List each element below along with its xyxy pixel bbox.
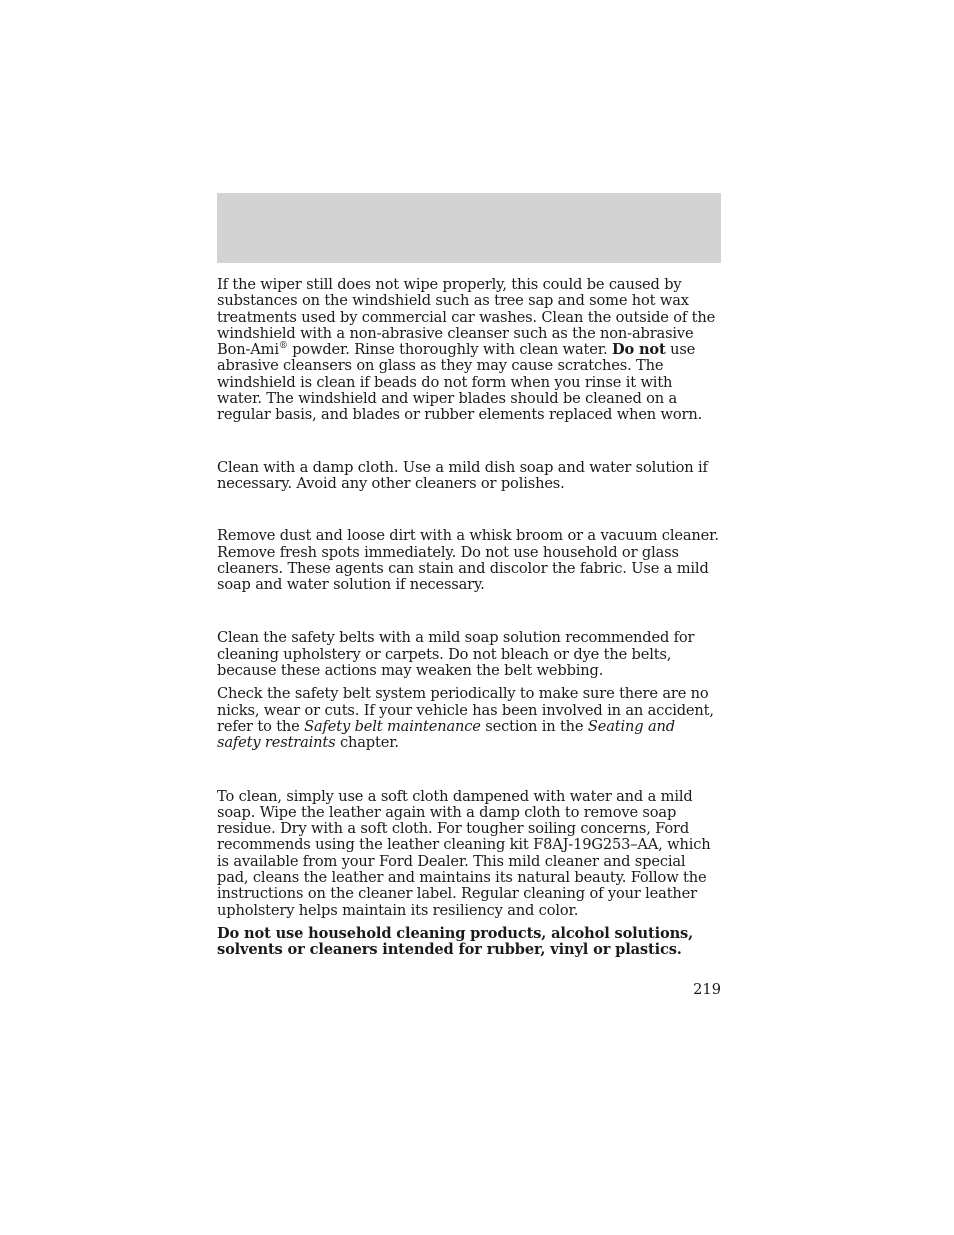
text-run: Check the safety belt system periodically to make sure there are no nicks, wear or cuts. If your vehicle has been involved in an accident, refer to the xyxy=(217,685,714,735)
emphasis-do-not: Do not xyxy=(611,341,666,359)
surfaces-paragraph: Clean with a damp cloth. Use a mild dish soap and water solution if necessary. Avoid any other cleaners or polishes. xyxy=(217,458,708,492)
page-number: 219 xyxy=(693,981,721,998)
registered-mark: ® xyxy=(278,341,288,352)
text-run: section in the xyxy=(480,717,588,735)
reference-safety-belt-maintenance: Safety belt maintenance xyxy=(304,717,481,735)
leather-paragraph: To clean, simply use a soft cloth dampened with water and a mild soap. Wipe the leather again with a damp cloth to remove soap residue. Dry with a soft cloth. For tougher soiling concerns, Ford recommends using the leather cleaning kit F8AJ-19G253–AA, which is available from your Ford Dealer. This mild cleaner and special pad, cleans the leather and maintains its natural beauty. Follow the instructions on the cleaner label. Regular cleaning of your leather upholstery helps maintain its resiliency and color. xyxy=(217,787,711,919)
text-run: If the wiper still does not wipe properly, this could be caused by substances on the windshield such as tree sap and some hot wax treatments used by commercial car washes. Clean the outside of the windshield with a non-abrasive cleanser such as the non-abrasive Bon-Ami xyxy=(217,276,716,359)
header-band xyxy=(217,193,721,263)
text-run: powder. Rinse thoroughly with clean water. xyxy=(287,341,612,359)
text-run: use abrasive cleansers on glass as they may cause scratches. The windshield is clean if beads do not form when you rinse it with water. The windshield and wiper blades should be cleaned on a regular basis, and blades or rubber elements replaced when worn. xyxy=(217,341,703,424)
windshield-paragraph xyxy=(217,277,721,424)
belts-paragraph: Clean the safety belts with a mild soap solution recommended for cleaning upholstery or carpets. Do not bleach or dye the belts, because these actions may weaken the belt webbing. xyxy=(217,629,695,680)
fabric-paragraph: Remove dust and loose dirt with a whisk broom or a vacuum cleaner. Remove fresh spots immediately. Do not use household or glass cleaners. These agents can stain and discolor the fabric. Use a mild soap and water solution if necessary. xyxy=(217,527,719,594)
page-body xyxy=(217,277,721,959)
belts-check-paragraph xyxy=(217,686,721,751)
leather-warning: Do not use household cleaning products, alcohol solutions, solvents or cleaners intended for rubber, vinyl or plastics. xyxy=(217,924,694,959)
reference-seating-and-safety-restraints: Seating and safety restraints xyxy=(217,717,675,752)
text-run: chapter. xyxy=(335,734,399,752)
